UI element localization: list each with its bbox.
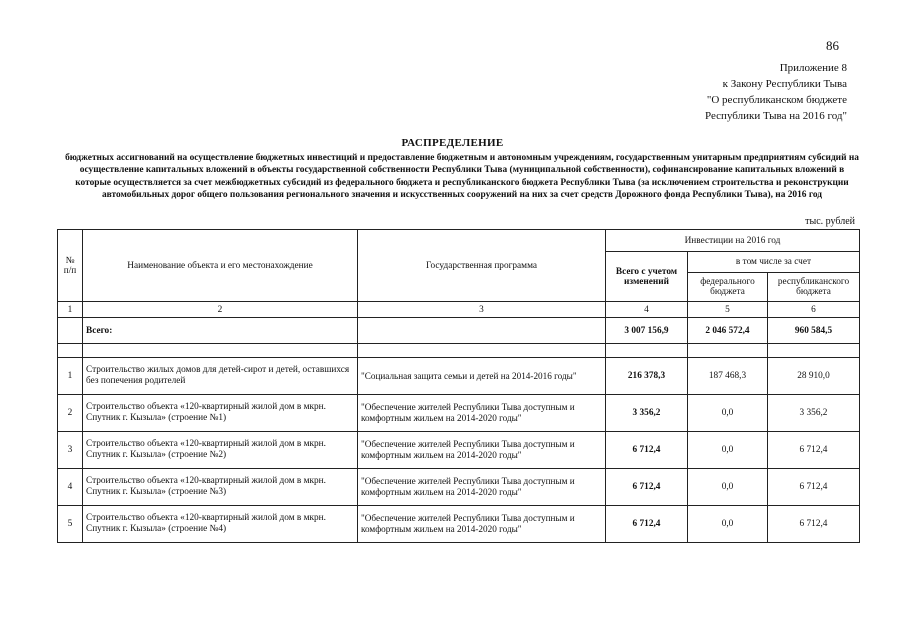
row-num: 2 — [58, 395, 83, 432]
annex-block — [705, 60, 847, 124]
row-total: 3 356,2 — [606, 395, 688, 432]
blank-cell — [606, 344, 688, 358]
total-sum: 3 007 156,9 — [606, 318, 688, 344]
row-republican: 3 356,2 — [768, 395, 860, 432]
header-investments: Инвестиции на 2016 год — [606, 230, 860, 252]
total-republican: 960 584,5 — [768, 318, 860, 344]
table-row — [58, 358, 860, 395]
row-num: 3 — [58, 432, 83, 469]
column-number-row — [58, 302, 860, 318]
total-num-cell — [58, 318, 83, 344]
column-number: 3 — [358, 302, 606, 318]
total-row — [58, 318, 860, 344]
blank-row — [58, 344, 860, 358]
total-program-cell — [358, 318, 606, 344]
column-number: 2 — [83, 302, 358, 318]
blank-cell — [768, 344, 860, 358]
row-program: "Обеспечение жителей Республики Тыва доступным и комфортным жильем на 2014-2020 годы" — [358, 395, 606, 432]
header-num: № п/п — [58, 230, 83, 302]
blank-cell — [688, 344, 768, 358]
row-federal: 187 468,3 — [688, 358, 768, 395]
blank-cell — [58, 344, 83, 358]
row-federal: 0,0 — [688, 395, 768, 432]
annex-line-3: "О республиканском бюджете — [706, 94, 847, 106]
header-federal: федерального бюджета — [688, 273, 768, 302]
row-federal: 0,0 — [688, 506, 768, 543]
units-label: тыс. рублей — [805, 216, 855, 227]
header-total: Всего с учетом изменений — [606, 252, 688, 302]
row-total: 6 712,4 — [606, 506, 688, 543]
row-object-name: Строительство объекта «120-квартирный жилой дом в мкрн. Спутник г. Кызыла» (строение №1) — [83, 395, 358, 432]
row-object-name: Строительство объекта «120-квартирный жилой дом в мкрн. Спутник г. Кызыла» (строение №2) — [83, 432, 358, 469]
row-num: 4 — [58, 469, 83, 506]
row-republican: 28 910,0 — [768, 358, 860, 395]
row-republican: 6 712,4 — [768, 432, 860, 469]
row-program: "Обеспечение жителей Республики Тыва доступным и комфортным жильем на 2014-2020 годы" — [358, 469, 606, 506]
blank-cell — [83, 344, 358, 358]
row-program: "Обеспечение жителей Республики Тыва доступным и комфортным жильем на 2014-2020 годы" — [358, 506, 606, 543]
row-program: "Социальная защита семьи и детей на 2014-2016 годы" — [358, 358, 606, 395]
column-number: 4 — [606, 302, 688, 318]
header-name: Наименование объекта и его местонахождение — [83, 230, 358, 302]
blank-cell — [358, 344, 606, 358]
row-program: "Обеспечение жителей Республики Тыва доступным и комфортным жильем на 2014-2020 годы" — [358, 432, 606, 469]
row-object-name: Строительство объекта «120-квартирный жилой дом в мкрн. Спутник г. Кызыла» (строение №4) — [83, 506, 358, 543]
document-subtitle: бюджетных ассигнований на осуществление бюджетных инвестиций и предоставление бюджетным и автономным учреждениям, государственным унитарным предприятиям субсидий на осуществление капитальных вложений в объекты государственной собственности Республики Тыва (муниципальной собственности), софинансирование капитальных вложений в которые осуществляется за счет межбюджетных субсидий из федерального бюджета и республиканского бюджета Республики Тыва (за исключением строительства и реконструкции автомобильных дорог общего пользования регионального значения и искусственных сооружений на них за счет средств Дорожного фонда Республики Тыва), на 2016 год — [65, 153, 859, 200]
row-total: 6 712,4 — [606, 469, 688, 506]
header-republican: республиканского бюджета — [768, 273, 860, 302]
budget-table — [57, 229, 860, 543]
row-total: 6 712,4 — [606, 432, 688, 469]
table-row — [58, 506, 860, 543]
header-including: в том числе за счет — [688, 252, 860, 273]
row-num: 5 — [58, 506, 83, 543]
row-federal: 0,0 — [688, 469, 768, 506]
row-num: 1 — [58, 358, 83, 395]
header-row — [58, 230, 860, 252]
page-number: 86 — [826, 38, 839, 53]
table-row — [58, 432, 860, 469]
column-number: 6 — [768, 302, 860, 318]
document-title: РАСПРЕДЕЛЕНИЕ — [401, 137, 504, 149]
column-number: 5 — [688, 302, 768, 318]
header-program: Государственная программа — [358, 230, 606, 302]
row-federal: 0,0 — [688, 432, 768, 469]
annex-line-2: к Закону Республики Тыва — [722, 78, 847, 90]
row-republican: 6 712,4 — [768, 469, 860, 506]
column-number: 1 — [58, 302, 83, 318]
annex-line-1: Приложение 8 — [779, 62, 847, 74]
total-federal: 2 046 572,4 — [688, 318, 768, 344]
row-object-name: Строительство объекта «120-квартирный жилой дом в мкрн. Спутник г. Кызыла» (строение №3) — [83, 469, 358, 506]
row-total: 216 378,3 — [606, 358, 688, 395]
annex-line-4: Республики Тыва на 2016 год" — [705, 110, 847, 122]
table-row — [58, 469, 860, 506]
row-republican: 6 712,4 — [768, 506, 860, 543]
table-row — [58, 395, 860, 432]
total-label: Всего: — [83, 318, 358, 344]
row-object-name: Строительство жилых домов для детей-сирот и детей, оставшихся без попечения родителей — [83, 358, 358, 395]
